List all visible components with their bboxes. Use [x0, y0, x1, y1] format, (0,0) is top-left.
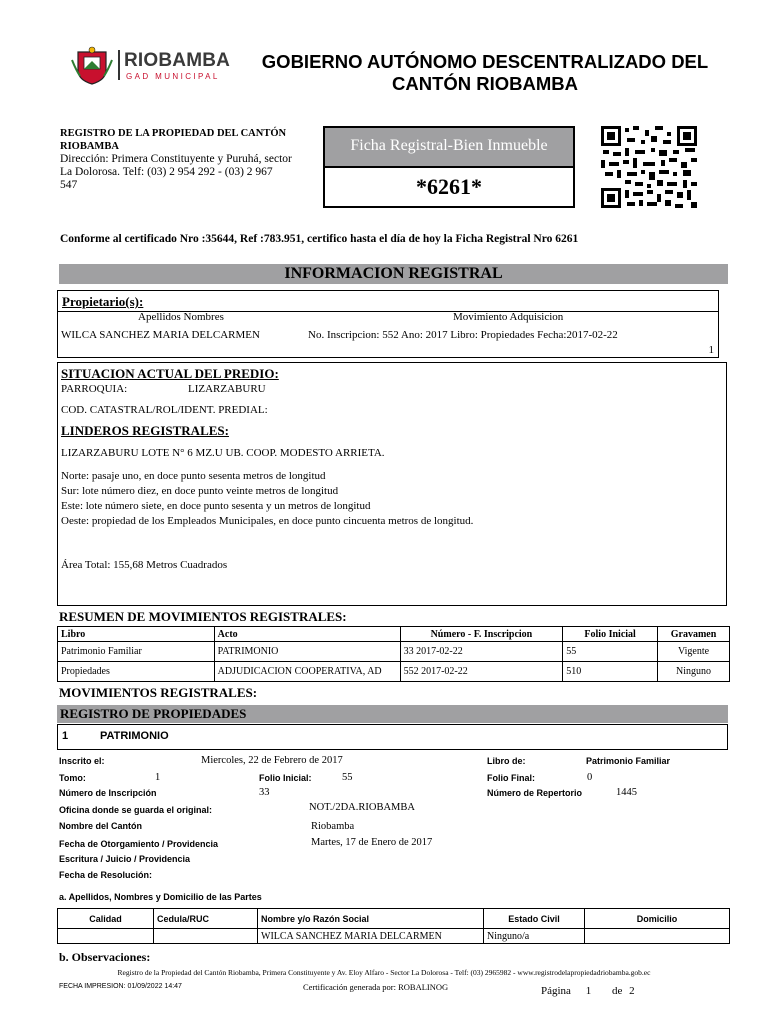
summary-cell: 55 [563, 642, 658, 662]
folio-inicial-value: 55 [342, 772, 353, 783]
registry-name-2: RIOBAMBA [60, 141, 119, 152]
owners-col-names: Apellidos Nombres [138, 311, 224, 323]
summary-cell: ADJUDICACION COOPERATIVA, AD [214, 662, 400, 682]
registry-name-1: REGISTRO DE LA PROPIEDAD DEL CANTÓN [60, 128, 287, 139]
parties-header: Calidad [58, 909, 154, 929]
boundary-west: Oeste: propiedad de los Empleados Municipales, en doce punto cincuenta metros de longitud. [61, 515, 474, 527]
logo-subtext: GAD MUNICIPAL [126, 72, 220, 81]
owners-box [57, 290, 719, 312]
title-line-1: GOBIERNO AUTÓNOMO DESCENTRALIZADO DEL [261, 51, 709, 72]
parties-cell: Ninguno/a [484, 929, 585, 944]
registry-info [60, 127, 330, 192]
folio-final-label: Folio Final: [487, 773, 535, 783]
parties-header: Cedula/RUC [154, 909, 258, 929]
inscrito-label: Inscrito el: [59, 756, 105, 766]
parish-label: PARROQUIA: [61, 383, 128, 395]
summary-header: Acto [214, 627, 400, 642]
resolucion-label: Fecha de Resolución: [59, 870, 153, 880]
owner-name: WILCA SANCHEZ MARIA DELCARMEN [61, 329, 260, 341]
table-row [58, 662, 730, 682]
parties-cell: WILCA SANCHEZ MARIA DELCARMEN [258, 929, 484, 944]
total-area: Área Total: 155,68 Metros Cuadrados [61, 559, 228, 571]
ficha-title: Ficha Registral-Bien Inmueble [325, 128, 573, 168]
summary-cell: 33 2017-02-22 [400, 642, 563, 662]
summary-cell: Propiedades [58, 662, 215, 682]
movement-details [59, 754, 739, 884]
parties-cell [154, 929, 258, 944]
section-band [57, 705, 728, 723]
tomo-label: Tomo: [59, 773, 86, 783]
owners-label: Propietario(s): [62, 294, 144, 309]
table-row [58, 642, 730, 662]
oficina-value: NOT./2DA.RIOBAMBA [309, 802, 415, 813]
boundaries-label: LINDEROS REGISTRALES: [61, 423, 229, 438]
parish-value: LIZARZABURU [188, 383, 266, 395]
owner-movement: No. Inscripcion: 552 Ano: 2017 Libro: Propiedades Fecha:2017-02-22 [308, 329, 618, 341]
page-total: 2 [629, 985, 635, 997]
page-current: 1 [585, 985, 592, 997]
canton-value: Riobamba [311, 821, 355, 832]
parties-header: Estado Civil [484, 909, 585, 929]
situation-box [57, 362, 727, 606]
inscrito-value: Miercoles, 22 de Febrero de 2017 [201, 755, 343, 766]
movements-title: MOVIMIENTOS REGISTRALES: [59, 685, 258, 700]
fecha-otorgamiento-value: Martes, 17 de Enero de 2017 [311, 837, 433, 848]
coat-of-arms-icon [70, 46, 114, 86]
parties-cell [585, 929, 730, 944]
num-repertorio-value: 1445 [616, 787, 637, 798]
summary-cell: 510 [563, 662, 658, 682]
cadastral-label: COD. CATASTRAL/ROL/IDENT. PREDIAL: [61, 404, 268, 416]
info-registral-band [59, 264, 728, 284]
canton-label: Nombre del Cantón [59, 821, 143, 831]
boundary-east: Este: lote número siete, en doce punto sesenta y un metros de longitud [61, 500, 371, 512]
parties-cell [58, 929, 154, 944]
summary-cell: Ninguno [658, 662, 730, 682]
summary-cell: 552 2017-02-22 [400, 662, 563, 682]
print-date: FECHA IMPRESION: 01/09/2022 14:47 [59, 983, 182, 990]
parties-table [57, 908, 730, 944]
summary-cell: PATRIMONIO [214, 642, 400, 662]
summary-title: RESUMEN DE MOVIMIENTOS REGISTRALES: [59, 609, 347, 624]
summary-header: Folio Inicial [563, 627, 658, 642]
summary-header: Libro [58, 627, 215, 642]
libro-value: Patrimonio Familiar [586, 756, 671, 766]
footer-address: Registro de la Propiedad del Cantón Riobamba, Primera Constituyente y Av. Eloy Alfaro - Sector La Dolorosa - Telf: (03) 2965982 - www.registrodelapropiedadriobamba.gob.ec [117, 968, 651, 977]
observations-label: b. Observaciones: [59, 950, 151, 964]
registry-address-2: La Dolorosa. Telf: (03) 2 954 292 - (03) 2 967 [60, 166, 273, 178]
situation-label: SITUACION ACTUAL DEL PREDIO: [61, 366, 279, 381]
summary-table [57, 626, 730, 682]
parties-title: a. Apellidos, Nombres y Domicilio de las Partes [59, 892, 262, 902]
summary-cell: Vigente [658, 642, 730, 662]
tomo-value: 1 [155, 772, 161, 783]
oficina-label: Oficina donde se guarda el original: [59, 805, 213, 815]
registry-address-3: 547 [60, 179, 78, 191]
ficha-box [323, 126, 575, 208]
libro-label: Libro de: [487, 756, 526, 766]
page-title [240, 51, 730, 95]
owners-col-movement: Movimiento Adquisicion [453, 311, 564, 323]
registry-address-1: Dirección: Primera Constituyente y Puruhá, sector [60, 153, 292, 165]
owners-count: 1 [708, 344, 714, 356]
page-number [541, 985, 635, 997]
entry-number: 1 [62, 730, 69, 742]
fecha-otorgamiento-label: Fecha de Otorgamiento / Providencia [59, 839, 219, 849]
section-title: REGISTRO DE PROPIEDADES [60, 706, 247, 721]
page-label: Página [541, 985, 571, 997]
ficha-number: *6261* [416, 174, 482, 199]
title-line-2: CANTÓN RIOBAMBA [391, 73, 578, 94]
logo-text: RIOBAMBA [124, 50, 231, 71]
qr-code-icon [601, 126, 697, 208]
gad-logo [70, 46, 230, 86]
folio-final-value: 0 [587, 772, 593, 783]
num-repertorio-label: Número de Repertorio [487, 788, 583, 798]
parties-header: Domicilio [585, 909, 730, 929]
page-of: de [611, 985, 623, 997]
boundary-north: Norte: pasaje uno, en doce punto sesenta metros de longitud [61, 470, 326, 482]
entry-box [57, 724, 728, 750]
parties-header: Nombre y/o Razón Social [258, 909, 484, 929]
boundary-south: Sur: lote número diez, en doce punto veinte metros de longitud [61, 485, 339, 497]
escritura-label: Escritura / Juicio / Providencia [59, 854, 191, 864]
generated-by: Certificación generada por: ROBALINOG [303, 982, 449, 992]
certificate-text: Conforme al certificado Nro :35644, Ref :783.951, certifico hasta el día de hoy la Ficha Registral Nro 6261 [60, 233, 579, 245]
info-registral-title: INFORMACION REGISTRAL [284, 265, 503, 282]
table-row [58, 929, 730, 944]
summary-cell: Patrimonio Familiar [58, 642, 215, 662]
num-inscripcion-value: 33 [259, 787, 270, 798]
num-inscripcion-label: Número de Inscripción [59, 788, 157, 798]
summary-header: Número - F. Inscripcion [400, 627, 563, 642]
folio-inicial-label: Folio Inicial: [259, 773, 312, 783]
summary-header: Gravamen [658, 627, 730, 642]
entry-name: PATRIMONIO [100, 730, 169, 742]
lot-description: LIZARZABURU LOTE N° 6 MZ.U UB. COOP. MODESTO ARRIETA. [61, 447, 385, 459]
owners-table [57, 311, 719, 358]
